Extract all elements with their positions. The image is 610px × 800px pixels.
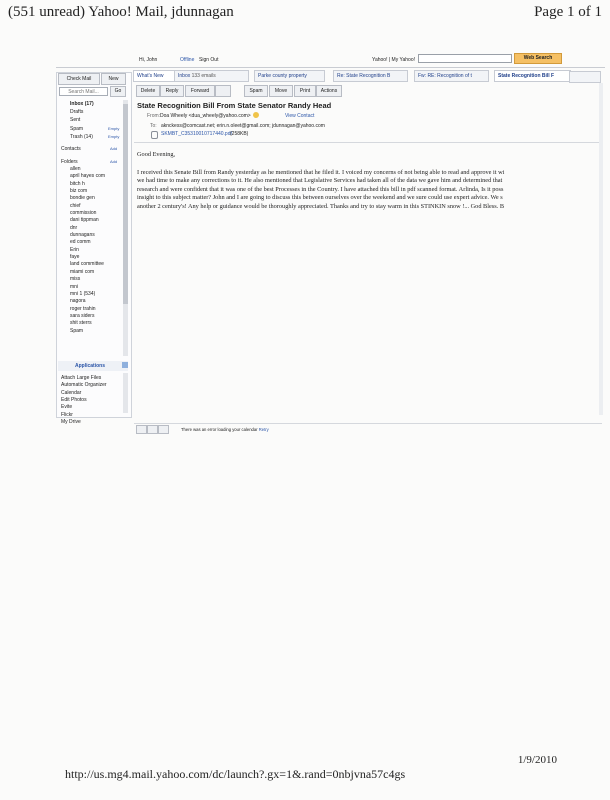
folder-item[interactable]: sara siders xyxy=(70,312,95,319)
greeting: Hi, John xyxy=(139,57,158,63)
app-item[interactable]: My Drive xyxy=(61,419,81,426)
reply-button[interactable]: Reply xyxy=(160,85,184,97)
folder-list xyxy=(70,166,122,335)
mailbox-sent[interactable]: Sent xyxy=(70,117,81,123)
folders-header: Folders xyxy=(61,159,78,165)
tab-overflow[interactable] xyxy=(569,71,601,83)
folder-item[interactable]: bondie gen xyxy=(70,195,95,202)
search-mail-go-button[interactable]: Go xyxy=(110,86,126,97)
mailbox-spam[interactable]: Spam xyxy=(70,126,84,132)
app-item[interactable]: Attach Large Files xyxy=(61,375,102,381)
message-divider xyxy=(134,142,602,143)
folder-item[interactable]: april hayes com xyxy=(70,173,106,180)
folder-item[interactable]: dnr xyxy=(70,224,78,231)
message-body-line: insight to this subject matter? John and I are going to discuss this between ourselves over the weekend and we sure could use expert advice. We s xyxy=(137,194,503,202)
move-button[interactable]: Move xyxy=(269,85,293,97)
from-label: From: xyxy=(147,113,161,119)
folder-item[interactable]: nagora xyxy=(70,298,86,305)
tab-label: Re: State Recognition B xyxy=(337,73,391,79)
message-body-line: I received this Senate Bill from Randy yesterday as he mentioned that he filed it. I voiced my concerns of not being able to read and approve it wi xyxy=(137,169,505,176)
to-value[interactable]: aknckess@comcast.net; erin.n.oleet@gmail.com; jdunnagan@yahoo.com xyxy=(161,123,325,129)
check-mail-button[interactable]: Check Mail xyxy=(58,73,100,85)
folder-item[interactable]: chief xyxy=(70,202,81,209)
inbox-count: 133 emails xyxy=(191,73,216,79)
message-body-line: research and were confident that it was one of the best Processes in the Country. I have attached this bill in pdf scanned format. Arlinda, Is it poss xyxy=(137,185,504,193)
folder-item[interactable]: Spam xyxy=(70,327,84,334)
calendar-error-text: There was an error loading your calendar xyxy=(181,427,258,432)
folder-item[interactable]: bitch h xyxy=(70,180,85,187)
message-greeting: Good Evening, xyxy=(137,151,176,158)
message-body-line: another 2 century's! Any help or guidance would be thoroughly appreciated. Thanks and try to stay warm in this STINKIN snow !... God Bless. B xyxy=(137,202,505,210)
folder-item[interactable]: dani tippman xyxy=(70,217,99,224)
view-contact-link[interactable]: View Contact xyxy=(285,113,315,119)
folder-item[interactable]: ed comm xyxy=(70,239,91,246)
tab-inbox[interactable] xyxy=(174,70,249,82)
applications-header[interactable]: Applications xyxy=(75,363,106,369)
from-value[interactable]: Doa Wheely <dua_wheely@yahoo.com> xyxy=(160,113,251,119)
calendar-prev-button[interactable] xyxy=(136,425,147,434)
contact-status-icon xyxy=(253,112,259,118)
app-item[interactable]: Calendar xyxy=(61,389,82,396)
folder-item[interactable]: mni 1 (534) xyxy=(70,290,96,297)
folder-item[interactable]: miss xyxy=(70,276,81,283)
tab-whats-new[interactable] xyxy=(133,70,177,82)
empty-spam-link[interactable]: Empty xyxy=(108,126,120,131)
actions-button[interactable]: Actions xyxy=(316,85,342,97)
calendar-next-button[interactable] xyxy=(158,425,169,434)
message-body-line: we had time to make any corrections to it. He also mentioned that Legislative Services had taken all of the data we gave him and determined that xyxy=(137,177,503,185)
mailbox-drafts[interactable]: Drafts xyxy=(70,109,84,115)
top-divider xyxy=(56,67,605,68)
folder-item[interactable]: shit sterrs xyxy=(70,320,92,327)
applications-scrollbar[interactable] xyxy=(123,373,128,413)
folder-item[interactable]: faye xyxy=(70,254,80,261)
web-search-button[interactable]: Web Search xyxy=(514,53,562,64)
message-subject: State Recognition Bill From State Senator Randy Head xyxy=(137,101,332,110)
folder-scrollbar-thumb[interactable] xyxy=(123,104,128,304)
folder-item[interactable]: allen xyxy=(70,166,81,172)
search-mail-input[interactable] xyxy=(59,87,108,96)
empty-trash-link[interactable]: Empty xyxy=(108,134,120,139)
print-footer-url: http://us.mg4.mail.yahoo.com/dc/launch?.gx=1&.rand=0nbjvna57c4gs xyxy=(65,767,406,781)
yahoo-links[interactable]: Yahoo! | My Yahoo! xyxy=(372,57,415,63)
calendar-today-button[interactable] xyxy=(147,425,158,434)
calendar-error xyxy=(181,427,269,432)
mailbox-inbox[interactable]: Inbox (17) xyxy=(70,101,94,107)
tab-label: Parke county property xyxy=(258,73,307,79)
new-message-button[interactable]: New xyxy=(101,73,126,85)
tab-label: Fw: RE: Recognition of t xyxy=(418,73,472,79)
contacts-link[interactable]: Contacts xyxy=(61,146,81,152)
folder-item[interactable]: land committee xyxy=(70,261,104,268)
print-header-title: (551 unread) Yahoo! Mail, jdunnagan xyxy=(8,4,234,20)
tab-parke-county[interactable] xyxy=(254,70,325,82)
to-label: To: xyxy=(150,123,157,129)
tab-fw-recognition[interactable] xyxy=(414,70,489,82)
delete-button[interactable]: Delete xyxy=(136,85,160,97)
attachment-size: (258KB) xyxy=(230,131,249,137)
mailbox-trash[interactable]: Trash (14) xyxy=(70,134,93,140)
message-scrollbar[interactable] xyxy=(599,83,603,415)
add-folder-link[interactable]: Add xyxy=(110,159,118,164)
folder-item[interactable]: roger trahin xyxy=(70,305,96,312)
app-item[interactable]: Flickr xyxy=(61,411,73,418)
folder-item[interactable]: dunnagans xyxy=(70,232,95,239)
folder-item[interactable]: mni xyxy=(70,283,79,290)
tab-label: What's New xyxy=(137,73,164,79)
print-button[interactable]: Print xyxy=(294,85,316,97)
status-offline-link[interactable]: Offline xyxy=(180,57,195,63)
folder-item[interactable]: commission xyxy=(70,210,97,217)
spam-button[interactable]: Spam xyxy=(244,85,268,97)
app-item[interactable]: Automatic Organizer xyxy=(61,382,107,389)
applications-list xyxy=(61,375,123,426)
applications-toggle-icon[interactable] xyxy=(122,362,128,368)
folder-item[interactable]: miami com xyxy=(70,268,95,275)
tab-state-recognition-bill[interactable] xyxy=(494,70,571,82)
print-header-page: Page 1 of 1 xyxy=(534,4,602,20)
toolbar-blank-button[interactable] xyxy=(215,85,231,97)
paperclip-icon xyxy=(151,131,158,139)
app-item[interactable]: Edit Photos xyxy=(61,397,87,404)
folder-item[interactable]: biz com xyxy=(70,188,88,195)
message-body xyxy=(137,169,607,211)
tab-re-state-recognition[interactable] xyxy=(333,70,408,82)
web-search-input[interactable] xyxy=(418,54,512,63)
tab-label: Inbox xyxy=(178,73,191,79)
sign-out-link[interactable]: Sign Out xyxy=(199,57,219,63)
app-item[interactable]: Evite xyxy=(61,404,73,411)
add-contact-link[interactable]: Add xyxy=(110,146,118,151)
calendar-retry-link[interactable]: Retry xyxy=(258,427,269,432)
print-footer-date: 1/9/2010 xyxy=(517,754,557,766)
tab-label: State Recognition Bill F xyxy=(498,73,555,79)
folder-item[interactable]: Erin xyxy=(70,246,79,253)
forward-button[interactable]: Forward xyxy=(185,85,215,97)
attachment-link[interactable]: SKMBT_C35310010717440.pdf xyxy=(161,131,232,137)
